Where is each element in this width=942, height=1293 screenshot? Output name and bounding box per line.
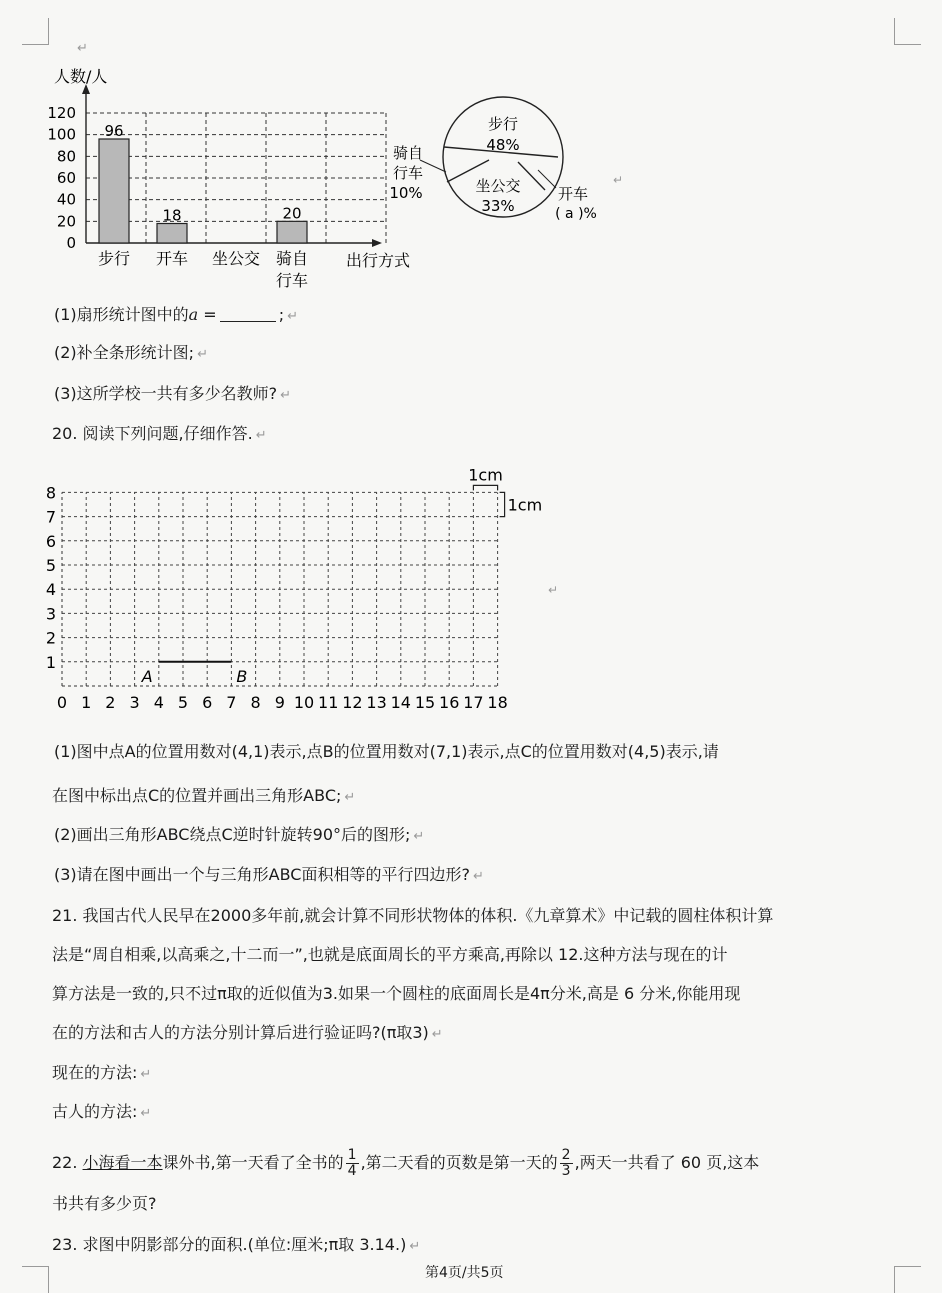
- bar: [277, 221, 307, 243]
- grid-x-tick-label: 13: [366, 693, 387, 712]
- bar-y-tick-label: 20: [56, 212, 76, 231]
- grid-y-tick-label: 8: [45, 483, 56, 503]
- fraction-one-quarter: $\frac{1}{4}$: [347, 1147, 357, 1179]
- grid-y-tick-label: 6: [45, 531, 56, 551]
- q21-line1: 21. 我国古代人民早在2000多年前,就会计算不同形状物体的体积.《九章算术》中记载的圆柱体积计算: [52, 906, 774, 925]
- unit-bracket-top: [473, 485, 497, 490]
- q21-line4: 在的方法和古人的方法分别计算后进行验证吗?(π取3) ↵: [52, 1023, 443, 1042]
- q21-line2: 法是“周自相乘,以高乘之,十二而一”,也就是底面周长的平方乘高,再除以 12.这种方法与现在的计: [52, 945, 728, 964]
- pie-walk-label: 步行: [487, 115, 519, 133]
- point-a-label: A: [141, 666, 153, 686]
- q19-part3: (3)这所学校一共有多少名教师? ↵: [54, 384, 292, 403]
- bar: [157, 224, 187, 244]
- pie-bus-pct: 33%: [481, 197, 515, 215]
- grid-x-tick-label: 12: [342, 693, 363, 712]
- q20-part1-line1: (1)图中点A的位置用数对(4,1)表示,点B的位置用数对(7,1)表示,点C的位置用数对(4,5)表示,请: [54, 742, 719, 761]
- bar-x-axis-arrow: [372, 239, 382, 247]
- q19-part1: (1)扇形统计图中的a = ; ↵: [54, 305, 299, 324]
- corner-mark-top-left: [22, 18, 49, 45]
- pie-car-pct: ( a )%: [555, 206, 597, 222]
- grid-y-tick-label: 7: [45, 507, 56, 527]
- grid-x-tick-label: 5: [177, 693, 189, 712]
- bar-y-tick-label: 80: [56, 147, 76, 166]
- grid-x-tick-label: 10: [293, 693, 315, 712]
- bar-category-label: 开车: [155, 249, 189, 268]
- grid-x-tick-label: 3: [129, 693, 140, 712]
- bar-y-tick-label: 60: [56, 169, 76, 187]
- grid-x-tick-label: 8: [250, 693, 261, 712]
- paragraph-mark: ↵: [613, 173, 624, 187]
- grid-y-tick-label: 2: [45, 628, 56, 648]
- bar-category-label: 步行: [97, 249, 131, 268]
- grid-x-tick-label: 11: [318, 693, 339, 712]
- grid-x-tick-label: 16: [439, 693, 460, 712]
- page-footer: 第4页/共5页: [425, 1265, 504, 1281]
- bar-value-label: 18: [162, 206, 182, 225]
- unit-label-top: 1cm: [468, 465, 503, 485]
- grid-x-tick-label: 1: [81, 693, 92, 712]
- grid-x-tick-label: 6: [202, 693, 213, 712]
- pie-chart: [380, 90, 640, 230]
- q19-part2: (2)补全条形统计图; ↵: [54, 343, 208, 362]
- bar-category-label: 骑自: [275, 249, 309, 268]
- pie-bike-label-line2: 行车: [392, 164, 424, 182]
- bar: [99, 139, 129, 243]
- grid-x-tick-label: 15: [414, 693, 436, 712]
- corner-mark-top-right: [894, 18, 921, 45]
- q22-line1: 22. 小海看一本课外书,第一天看了全书的 $\frac{1}{4}$ ,第二天看的页数是第一天的 $\frac{2}{3}$ ,两天一共看了 60 页,这本: [52, 1147, 760, 1179]
- pie-divider-bus-car: [518, 162, 545, 190]
- pie-bus-label: 坐公交: [475, 177, 521, 195]
- grid-x-tick-label: 4: [153, 693, 164, 712]
- grid-x-tick-label: 18: [487, 693, 508, 712]
- grid-x-tick-label: 2: [105, 693, 116, 712]
- q20-part2: (2)画出三角形ABC绕点C逆时针旋转90°后的图形; ↵: [54, 825, 425, 844]
- grid-y-tick-label: 5: [45, 556, 56, 575]
- q21-ancient-method: 古人的方法: ↵: [52, 1102, 152, 1121]
- grid-x-tick-label: 9: [274, 693, 285, 712]
- q22-line2: 书共有多少页?: [52, 1194, 157, 1213]
- bar-y-tick-label: 40: [56, 190, 76, 209]
- bar-y-tick-label: 120: [47, 104, 76, 122]
- bar-category-label: 行车: [275, 271, 309, 290]
- q20-part1-line2: 在图中标出点C的位置并画出三角形ABC; ↵: [52, 786, 356, 805]
- grid-x-tick-label: 0: [56, 693, 68, 712]
- fraction-two-thirds: $\frac{2}{3}$: [561, 1147, 571, 1179]
- q20-title: 20. 阅读下列问题,仔细作答. ↵: [52, 424, 267, 443]
- pie-bike-pct: 10%: [389, 184, 423, 202]
- bar-category-label: 坐公交: [211, 249, 261, 268]
- answer-blank-a[interactable]: [220, 305, 276, 322]
- bar-y-tick-label: 100: [47, 125, 76, 144]
- bar-x-axis-title: 出行方式: [346, 251, 411, 270]
- unit-label-right: 1cm: [507, 495, 543, 515]
- pie-car-label: 开车: [557, 185, 589, 203]
- paragraph-mark: ↵: [548, 583, 559, 597]
- q20-part3: (3)请在图中画出一个与三角形ABC面积相等的平行四边形? ↵: [54, 865, 484, 884]
- grid-y-tick-label: 3: [45, 604, 56, 624]
- grid-x-tick-label: 7: [226, 693, 237, 712]
- q21-line3: 算方法是一致的,只不过π取的近似值为3.如果一个圆柱的底面周长是4π分米,高是 6 分米,你能用现: [52, 984, 741, 1003]
- grid-x-tick-label: 14: [390, 693, 411, 712]
- pie-walk-pct: 48%: [486, 136, 520, 154]
- bar-value-label: 20: [282, 204, 302, 223]
- bar-value-label: 96: [104, 122, 124, 140]
- grid-x-tick-label: 17: [463, 693, 484, 712]
- q21-modern-method: 现在的方法: ↵: [52, 1063, 152, 1082]
- bar-y-axis-title: 人数/人: [54, 67, 108, 86]
- pie-bike-label-line1: 骑自: [392, 144, 424, 162]
- pie-leader-bike: [420, 160, 446, 172]
- point-b-label: B: [236, 666, 248, 686]
- grid-y-tick-label: 1: [45, 652, 56, 672]
- coordinate-grid: [40, 460, 560, 716]
- bar-y-tick-label: 0: [66, 234, 76, 252]
- q23-text: 23. 求图中阴影部分的面积.(单位:厘米;π取 3.14.) ↵: [52, 1235, 421, 1254]
- grid-y-tick-label: 4: [45, 580, 56, 600]
- paragraph-mark: ↵: [77, 41, 88, 56]
- unit-bracket-right: [500, 492, 505, 516]
